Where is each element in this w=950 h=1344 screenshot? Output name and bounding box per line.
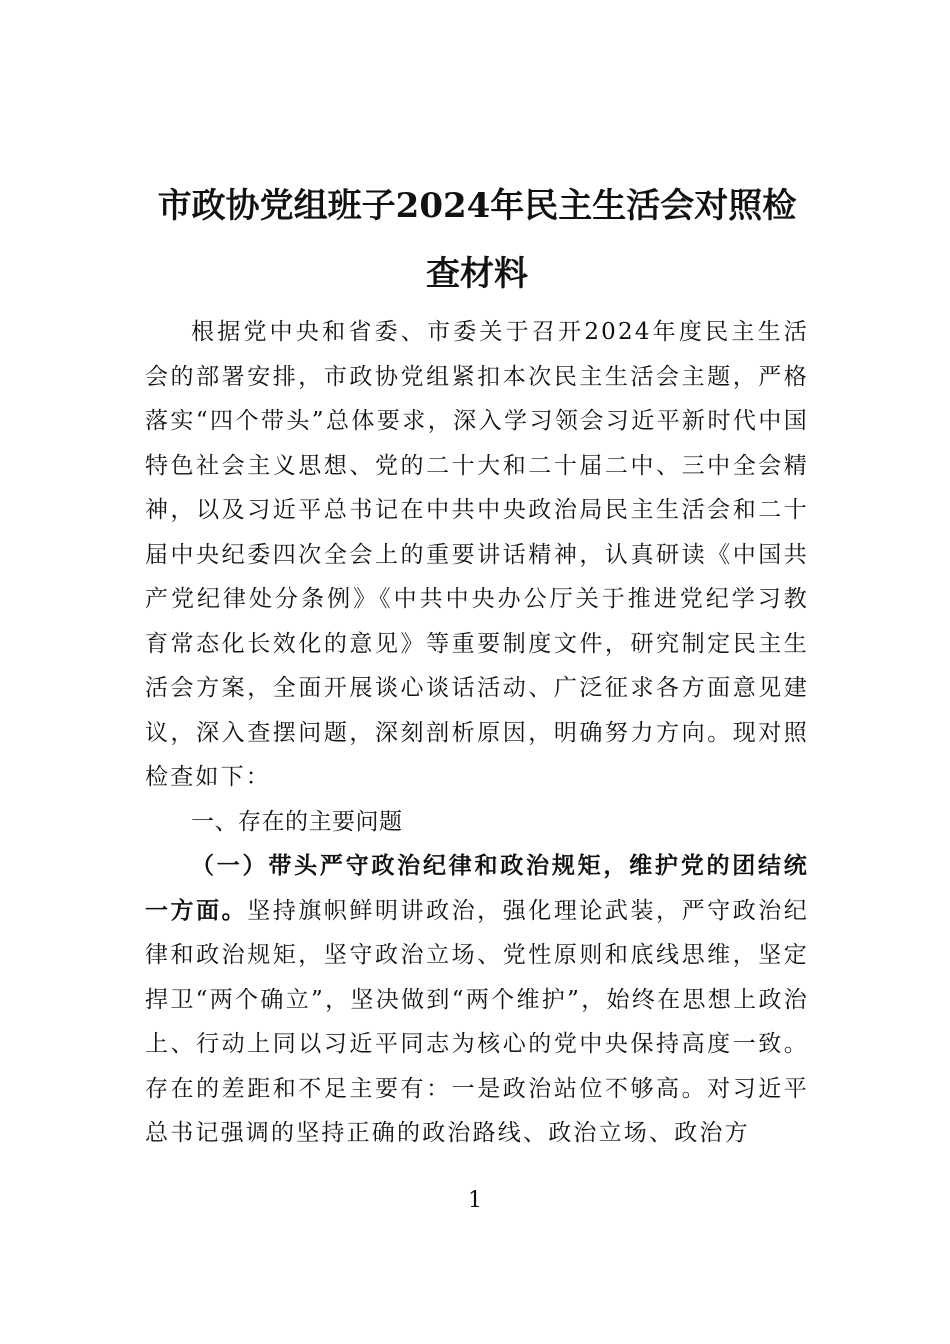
document-body: [145, 310, 809, 1156]
section-heading-1: 一、存在的主要问题: [191, 808, 403, 835]
page-number: 1: [468, 1188, 482, 1213]
subsection-body-1: 坚持旗帜鲜明讲政治，强化理论武装，严守政治纪律和政治规矩，坚守政治立场、党性原则和底线思维，坚定捍卫“两个确立”，坚决做到“两个维护”，始终在思想上政治上、行动上同以习近平同志为核心的党中央保持高度一致。存在的差距和不足主要有：一是政治站位不够高。对习近平总书记强调的坚持正确的政治路线、政治立场、政治方: [145, 897, 809, 1146]
subsection-lead-1: （一）带头严守政治纪律和政治规矩，维护党的团结统一方面。: [145, 852, 809, 924]
subsection-paragraph-1: [145, 844, 809, 1156]
document-title: [145, 172, 809, 308]
title-line-1: 市政协党组班子2024年民主生活会对照检: [157, 186, 797, 226]
intro-paragraph: 根据党中央和省委、市委关于召开2024年度民主生活会的部署安排，市政协党组紧扣本次民主生活会主题，严格落实“四个带头”总体要求，深入学习领会习近平新时代中国特色社会主义思想、党的二十大和二十届二中、三中全会精神，以及习近平总书记在中共中央政治局民主生活会和二十届中央纪委四次全会上的重要讲话精神，认真研读《中国共产党纪律处分条例》《中共中央办公厅关于推进党纪学习教育常态化长效化的意见》等重要制度文件，研究制定民主生活会方案，全面开展谈心谈话活动、广泛征求各方面意见建议，深入查摆问题，深刻剖析原因，明确努力方向。现对照检查如下：: [145, 319, 809, 790]
title-line-2: 查材料: [426, 254, 528, 294]
